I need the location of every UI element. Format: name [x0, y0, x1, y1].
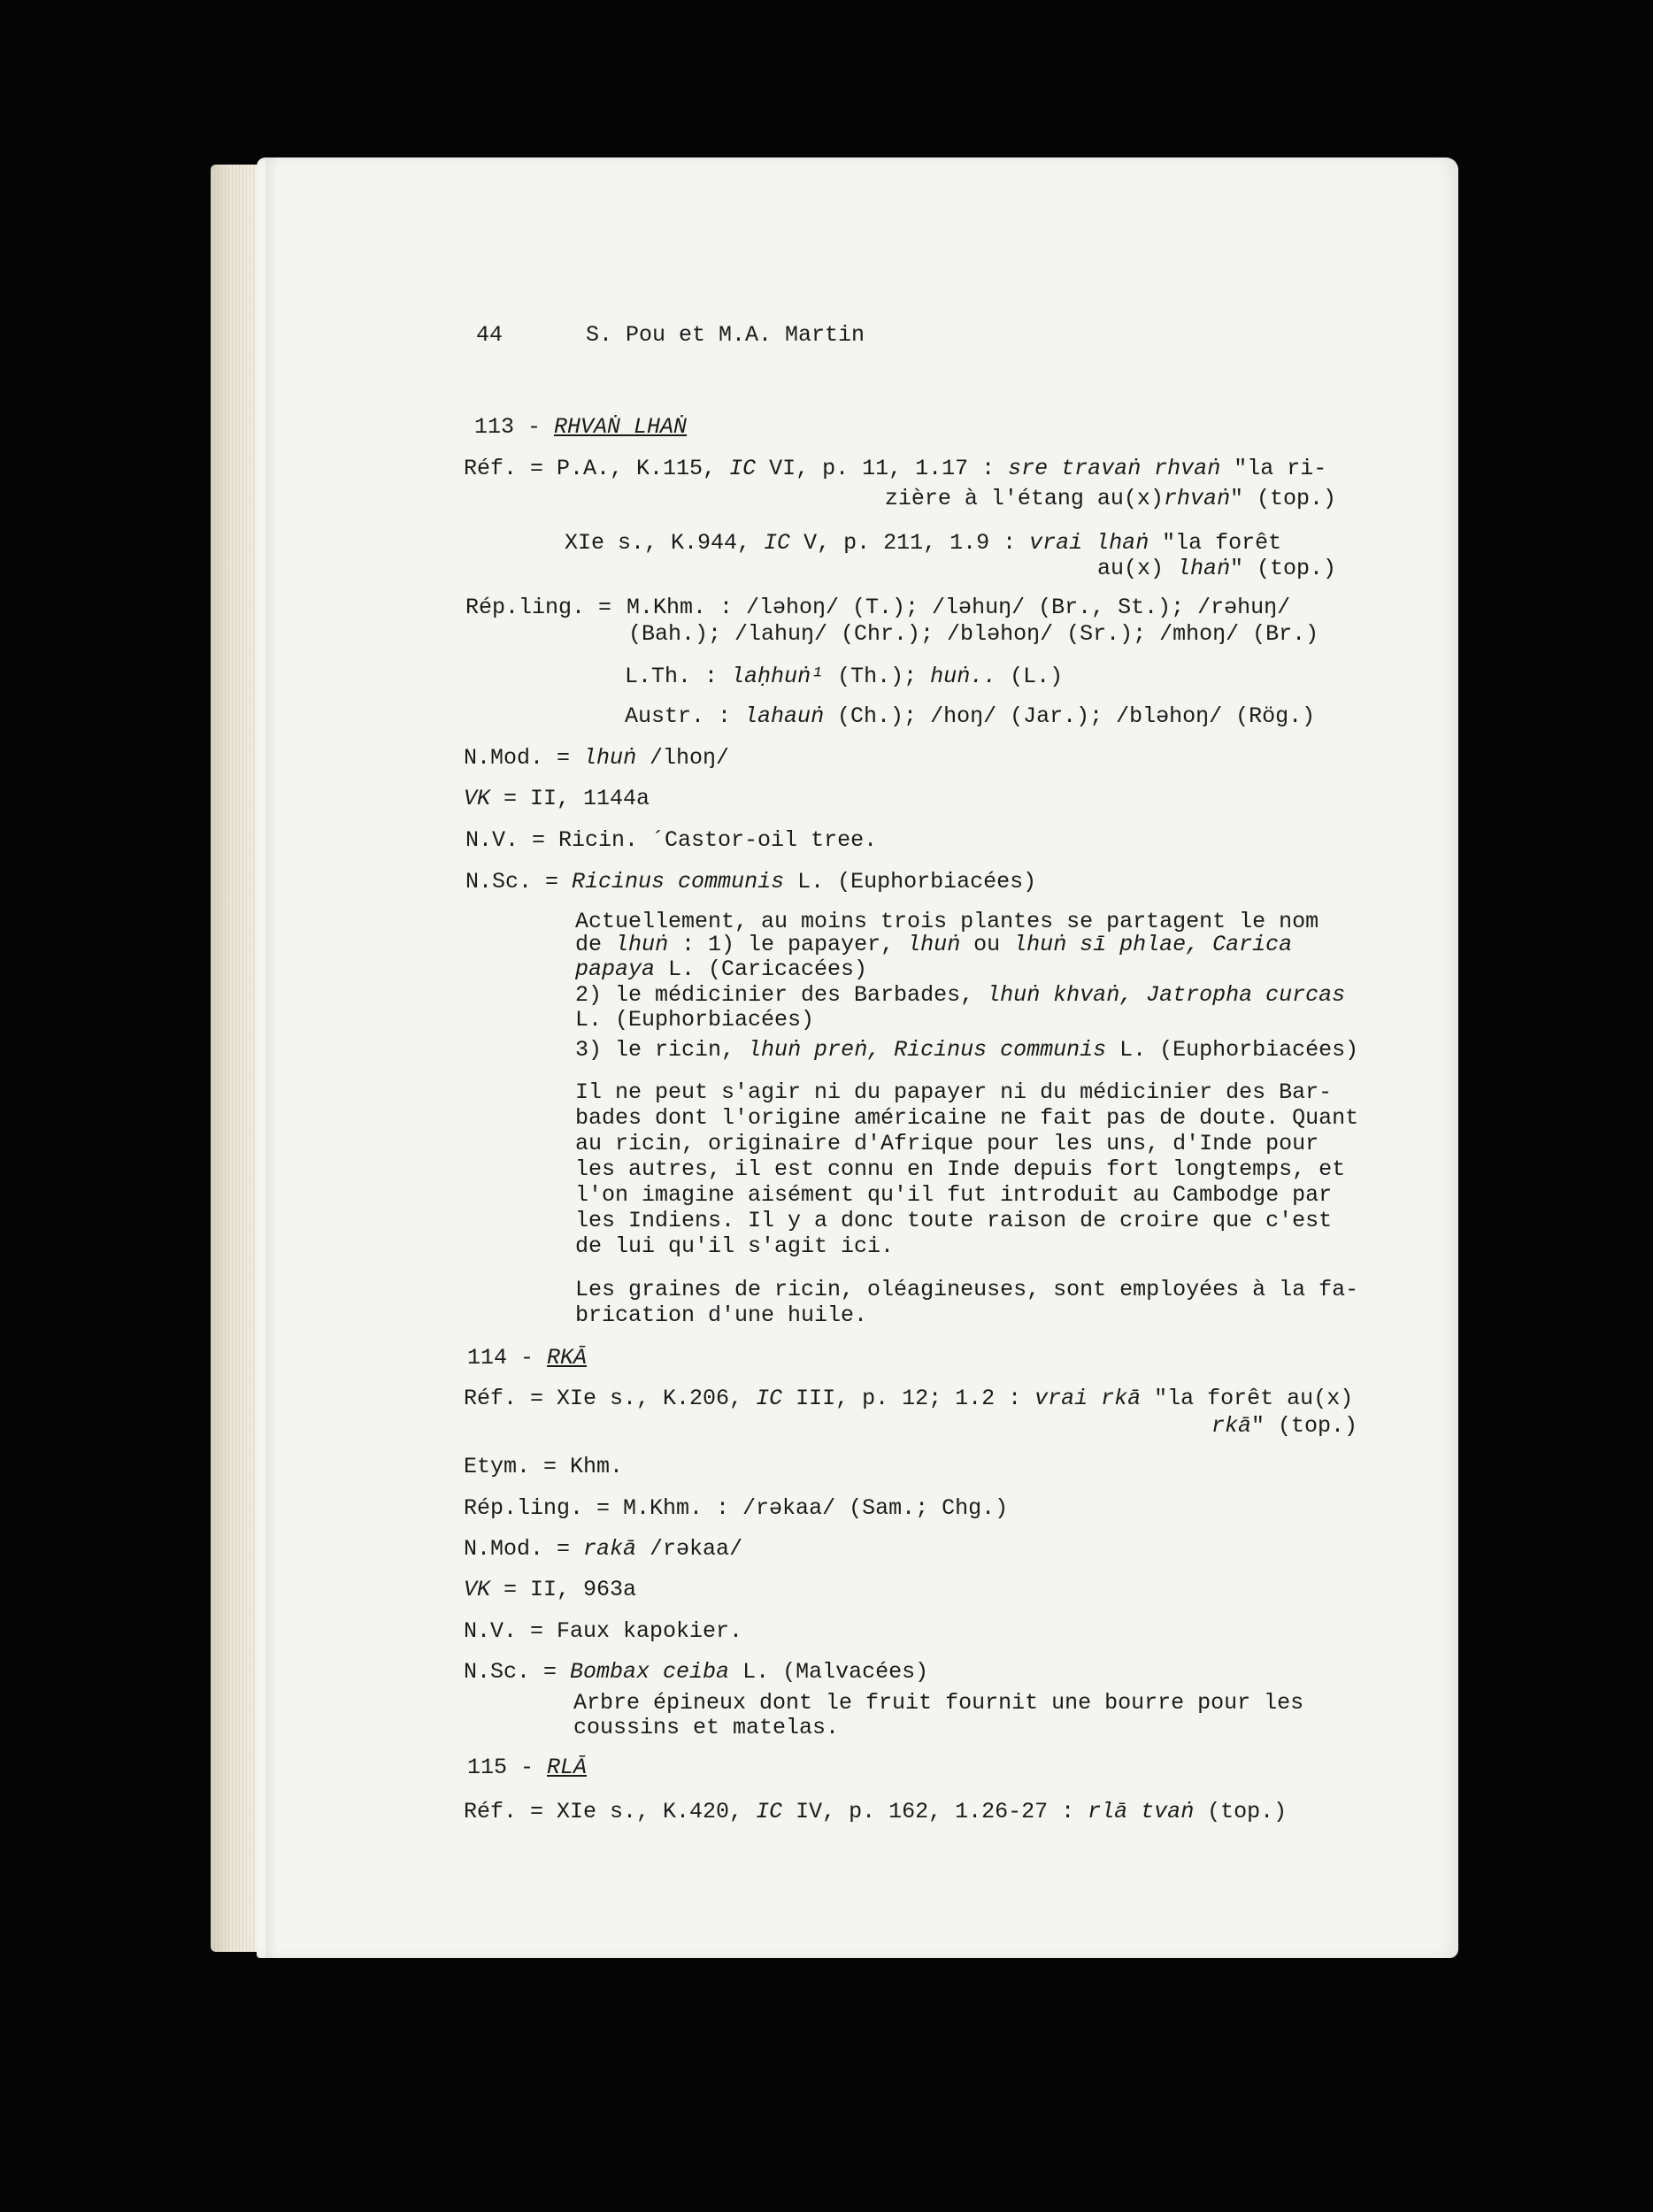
entry-113-replin-mkhm-cont: (Bah.); /lahuŋ/ (Chr.); /bləhoŋ/ (Sr.); /mhoŋ/ (Br.) [628, 621, 1319, 647]
entry-113-replin-austr: Austr. : lahauṅ (Ch.); /hoŋ/ (Jar.); /bləhoŋ/ (Rög.) [625, 703, 1316, 729]
page-number: 44 [476, 322, 504, 348]
entry-114-heading: 114 - RKĀ [467, 1345, 588, 1371]
entry-113-replin-lth: L.Th. : laḥhuṅ¹ (Th.); huṅ.. (L.) [625, 664, 1064, 689]
entry-115-heading: 115 - RLĀ [467, 1755, 588, 1780]
entry-113-note-2-line-6: les Indiens. Il y a donc toute raison de croire que c'est [575, 1208, 1333, 1233]
entry-115-ref: Réf. = XIe s., K.420, IC IV, p. 162, 1.26-27 : rlā tvaṅ (top.) [464, 1799, 1288, 1824]
book-page-edge [211, 165, 264, 1952]
entry-114-note-line-2: coussins et matelas. [573, 1715, 840, 1740]
entry-113-ref-1: Réf. = P.A., K.115, IC VI, p. 11, 1.17 : sre travaṅ rhvaṅ "la ri- [464, 456, 1327, 481]
entry-headword: RLĀ [547, 1755, 588, 1780]
entry-113-note-3-line-2: brication d'une huile. [575, 1302, 868, 1328]
running-header-authors: S. Pou et M.A. Martin [586, 322, 865, 348]
entry-113-vk: VK = II, 1144a [464, 786, 650, 811]
entry-114-nv: N.V. = Faux kapokier. [464, 1618, 743, 1644]
entry-114-nsc: N.Sc. = Bombax ceiba L. (Malvacées) [464, 1659, 929, 1685]
entry-113-note-1-line-5: L. (Euphorbiacées) [575, 1007, 815, 1033]
entry-113-nv: N.V. = Ricin. ´Castor-oil tree. [465, 827, 878, 853]
entry-113-note-2-line-3: au ricin, originaire d'Afrique pour les uns, d'Inde pour [575, 1131, 1319, 1156]
entry-113-note-2-line-5: l'on imagine aisément qu'il fut introduit au Cambodge par [575, 1182, 1333, 1208]
entry-114-ref-cont: rkā" (top.) [1211, 1413, 1357, 1439]
entry-113-note-2-line-7: de lui qu'il s'agit ici. [575, 1233, 895, 1259]
entry-113-note-1-line-2: de lhuṅ : 1) le papayer, lhuṅ ou lhuṅ sī phlae, Carica [575, 932, 1293, 957]
entry-113-note-1-line-6: 3) le ricin, lhuṅ preṅ, Ricinus communis L. (Euphorbiacées) [575, 1037, 1359, 1063]
entry-113-note-1-line-4: 2) le médicinier des Barbades, lhuṅ khvaṅ, Jatropha curcas [575, 982, 1346, 1008]
entry-113-note-1-line-3: papaya L. (Caricacées) [575, 956, 868, 982]
entry-114-replin: Rép.ling. = M.Khm. : /rəkaa/ (Sam.; Chg.) [464, 1495, 1009, 1521]
entry-113-note-2-line-4: les autres, il est connu en Inde depuis fort longtemps, et [575, 1156, 1346, 1182]
entry-113-ref-2-cont: au(x) lhaṅ" (top.) [1096, 556, 1336, 581]
entry-113-note-1-line-1: Actuellement, au moins trois plantes se partagent le nom [575, 909, 1319, 934]
entry-114-etym: Etym. = Khm. [464, 1454, 624, 1479]
entry-113-ref-2: XIe s., K.944, IC V, p. 211, 1.9 : vrai lhaṅ "la forêt [565, 530, 1282, 556]
entry-113-replin-label: Rép.ling. = [465, 595, 612, 620]
entry-114-nmod: N.Mod. = rakā /rəkaa/ [464, 1536, 743, 1562]
entry-113-nmod: N.Mod. = lhuṅ /lhoŋ/ [464, 745, 730, 771]
entry-114-vk: VK = II, 963a [464, 1577, 637, 1602]
entry-113-ref-1-cont: zière à l'étang au(x)rhvaṅ" (top.) [884, 486, 1336, 511]
entry-headword: RHVAṄ LHAṄ [554, 414, 688, 440]
entry-113-nsc: N.Sc. = Ricinus communis L. (Euphorbiacées) [465, 869, 1037, 895]
entry-113-heading: 113 - RHVAṄ LHAṄ [474, 414, 688, 440]
entry-113-replin-mkhm: M.Khm. : /ləhoŋ/ (T.); /ləhuŋ/ (Br., St.); /rəhuŋ/ [627, 595, 1291, 620]
entry-113-note-3-line-1: Les graines de ricin, oléagineuses, sont employées à la fa- [575, 1277, 1359, 1302]
entry-headword: RKĀ [547, 1345, 588, 1371]
entry-114-ref: Réf. = XIe s., K.206, IC III, p. 12; 1.2 : vrai rkā "la forêt au(x) [464, 1386, 1354, 1411]
entry-113-note-2-line-2: bades dont l'origine américaine ne fait pas de doute. Quant [575, 1105, 1359, 1131]
entry-114-note-line-1: Arbre épineux dont le fruit fournit une bourre pour les [573, 1690, 1304, 1716]
entry-113-note-2-line-1: Il ne peut s'agir ni du papayer ni du médicinier des Bar- [575, 1079, 1333, 1105]
